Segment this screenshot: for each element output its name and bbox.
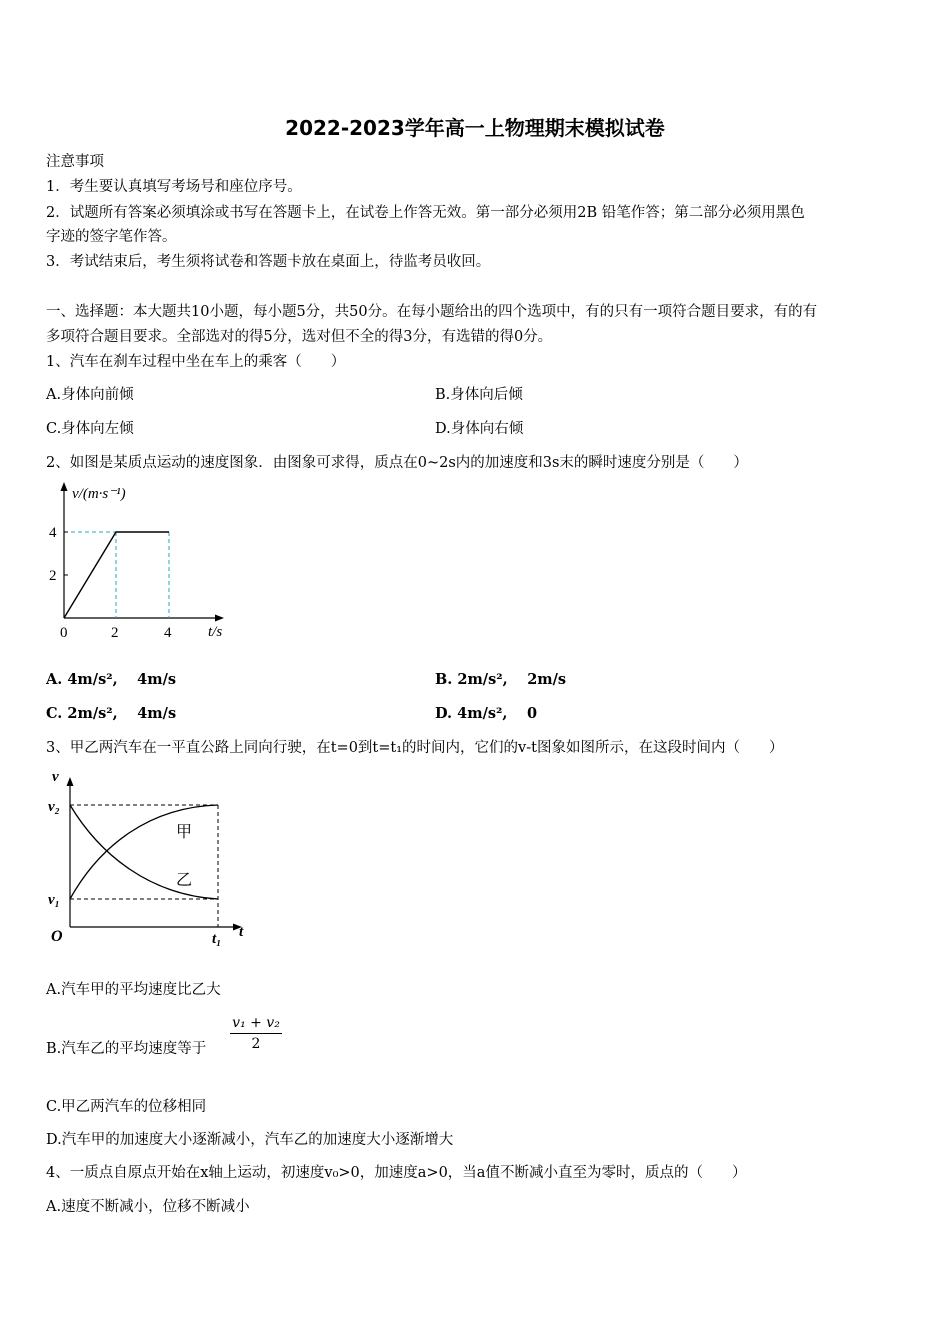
question-3-stem: 3、甲乙两汽车在一平直公路上同向行驶，在t=0到t=t₁的时间内，它们的v-t图象如图所示，在这段时间内（ ）: [46, 740, 784, 756]
q3-option-b: B.汽车乙的平均速度等于: [46, 1041, 207, 1057]
origin-label: O: [51, 928, 63, 945]
v2-label: v₂: [48, 799, 60, 815]
fraction: [230, 1014, 282, 1053]
velocity-time-graph-2: [40, 765, 260, 955]
y-axis-arrow: [67, 777, 74, 786]
x-tick-label: 2: [111, 625, 119, 641]
y-tick-label: 2: [49, 568, 57, 584]
velocity-time-graph-1: [40, 478, 240, 643]
fraction-bar: [230, 1033, 282, 1034]
q3-option-d: D.汽车甲的加速度大小逐渐减小，汽车乙的加速度大小逐渐增大: [46, 1132, 454, 1148]
y-axis-arrow: [61, 482, 68, 491]
page-title: 2022-2023学年高一上物理期末模拟试卷: [285, 116, 665, 140]
x-tick-label: 4: [164, 625, 172, 641]
q3-option-c: C.甲乙两汽车的位移相同: [46, 1099, 207, 1115]
notice-item: 1．考生要认真填写考场号和座位序号。: [46, 179, 302, 195]
question-1-stem: 1、汽车在刹车过程中坐在车上的乘客（ ）: [46, 354, 346, 370]
q1-option-d: D.身体向右倾: [435, 421, 524, 437]
x-axis-label: t: [239, 924, 244, 940]
x-axis-arrow: [215, 615, 224, 622]
q1-option-c: C.身体向左倾: [46, 421, 134, 437]
curve-yi-label: 乙: [176, 872, 193, 889]
notice-item: 字迹的签字笔作答。: [46, 229, 177, 245]
q4-option-a: A.速度不断减小，位移不断减小: [46, 1199, 250, 1215]
q3-option-a: A.汽车甲的平均速度比乙大: [46, 982, 221, 998]
notice-item: 3．考试结束后，考生须将试卷和答题卡放在桌面上，待监考员收回。: [46, 254, 491, 270]
y-axis-label: v/(m·s⁻¹): [72, 486, 126, 502]
question-4-stem: 4、一质点自原点开始在x轴上运动，初速度v₀>0，加速度a>0，当a值不断减小直至为零时，质点的（ ）: [46, 1165, 747, 1181]
x-axis-label: t/s: [208, 624, 223, 640]
notice-item: 2．试题所有答案必须填涂或书写在答题卡上，在试卷上作答无效。第一部分必须用2B 铅笔作答；第二部分必须用黑色: [46, 205, 805, 221]
curve-yi: [70, 805, 218, 899]
y-axis-label: v: [52, 769, 59, 785]
q2-option-c: C. 2m/s², 4m/s: [46, 705, 177, 722]
fraction-numerator: v₁ + v₂: [232, 1015, 280, 1031]
notice-heading: 注意事项: [46, 154, 104, 170]
t1-label: t₁: [212, 931, 222, 947]
curve-jia-label: 甲: [176, 824, 193, 841]
q2-option-b: B. 2m/s², 2m/s: [435, 671, 567, 688]
section-intro: 多项符合题目要求。全部选对的得5分，选对但不全的得3分，有选错的得0分。: [46, 329, 553, 345]
q2-option-a: A. 4m/s², 4m/s: [46, 671, 177, 688]
fraction-denominator: 2: [251, 1036, 261, 1052]
question-2-stem: 2、如图是某质点运动的速度图象．由图象可求得，质点在0~2s内的加速度和3s末的瞬时速度分别是（ ）: [46, 455, 748, 471]
q1-option-a: A.身体向前倾: [46, 387, 134, 403]
x-tick-label: 0: [60, 625, 68, 641]
q1-option-b: B.身体向后倾: [435, 387, 523, 403]
v1-label: v₁: [48, 892, 60, 908]
y-tick-label: 4: [49, 525, 57, 541]
q2-option-d: D. 4m/s², 0: [435, 705, 538, 722]
section-intro: 一、选择题：本大题共10小题，每小题5分，共50分。在每小题给出的四个选项中，有的只有一项符合题目要求，有的有: [46, 304, 818, 320]
curve-jia: [70, 805, 218, 899]
